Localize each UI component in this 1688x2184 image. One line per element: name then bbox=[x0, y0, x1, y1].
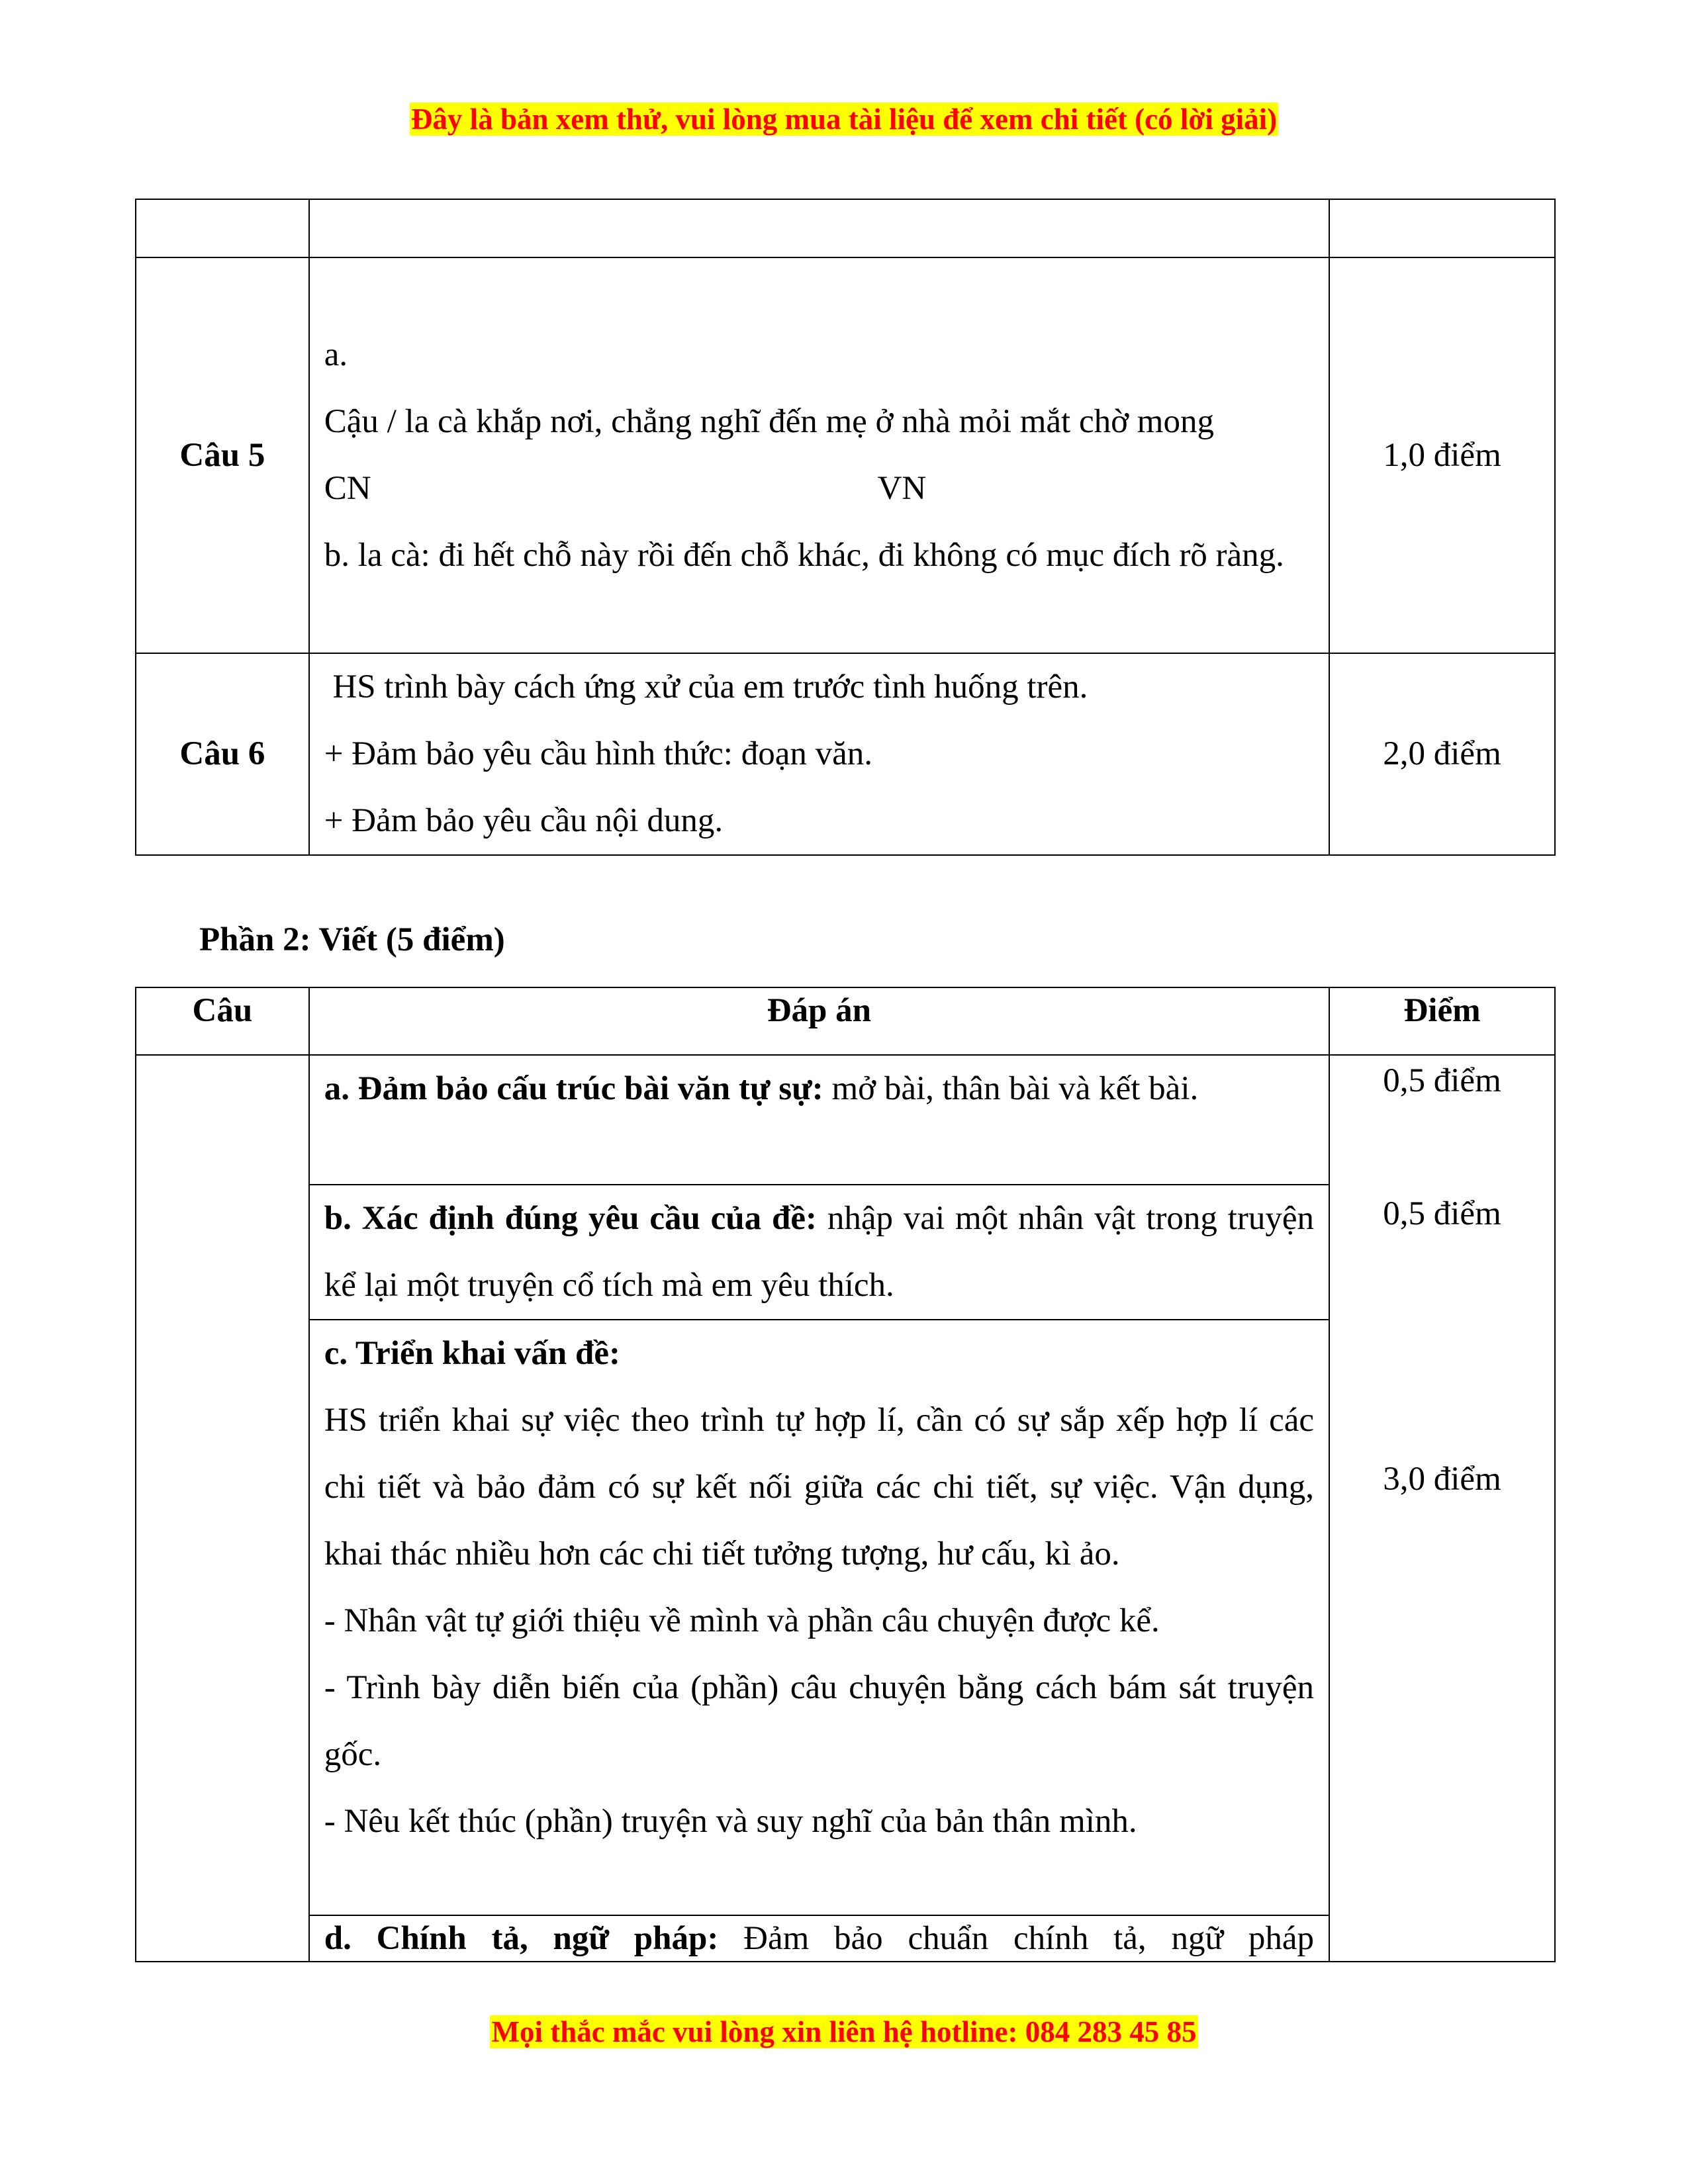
table-row-item-a bbox=[136, 1055, 1555, 1185]
preview-notice-banner: Đây là bản xem thử, vui lòng mua tài liệu để xem chi tiết (có lời giải) bbox=[410, 103, 1278, 136]
score-item-a: 0,5 điểm bbox=[1383, 1062, 1501, 1099]
table-row-cau-6 bbox=[136, 653, 1555, 855]
answer-cell bbox=[309, 653, 1329, 855]
answer-line: a. bbox=[324, 336, 348, 373]
criterion-title: d. Chính tả, ngữ pháp: bbox=[324, 1920, 719, 1957]
criterion-text: Đảm bảo chuẩn chính tả, ngữ pháp bbox=[718, 1920, 1315, 1957]
score-cell: 2,0 điểm bbox=[1329, 653, 1555, 855]
criterion-paragraph: - Nhân vật tự giới thiệu về mình và phần câu chuyện được kể. bbox=[324, 1602, 1160, 1639]
column-header: Câu bbox=[136, 987, 309, 1055]
criterion-paragraph: HS triển khai sự việc theo trình tự hợp lí, cần có sự sắp xếp hợp lí các chi tiết và bảo đảm có sự kết nối giữa các chi tiết, sự việc. Vận dụng, khai thác nhiều hơn các chi tiết tưởng tượng, hư cấu, kì ảo. bbox=[324, 1402, 1315, 1572]
truncated-line bbox=[324, 1916, 1314, 1961]
score-item-b: 0,5 điểm bbox=[1383, 1195, 1501, 1232]
question-cell bbox=[136, 1055, 309, 1962]
answer-line: HS trình bày cách ứng xử của em trước tình huống trên. bbox=[324, 668, 1088, 705]
criterion-title: c. Triển khai vấn đề: bbox=[324, 1335, 620, 1372]
criterion-paragraph: - Nêu kết thúc (phần) truyện và suy nghĩ của bản thân mình. bbox=[324, 1803, 1137, 1840]
answer-line: + Đảm bảo yêu cầu hình thức: đoạn văn. bbox=[324, 735, 872, 772]
part1-answer-table bbox=[135, 199, 1556, 856]
answer-cell bbox=[309, 1185, 1329, 1320]
subject-predicate-labels bbox=[324, 455, 1314, 522]
column-header: Điểm bbox=[1329, 987, 1555, 1055]
criterion-text: mở bài, thân bài và kết bài. bbox=[823, 1070, 1199, 1107]
subject-label: CN bbox=[324, 470, 371, 507]
answer-line: b. la cà: đi hết chỗ này rồi đến chỗ khác, đi không có mục đích rõ ràng. bbox=[324, 537, 1284, 574]
criterion-title: b. Xác định đúng yêu cầu của đề: bbox=[324, 1200, 817, 1237]
answer-line: Cậu / la cà khắp nơi, chẳng nghĩ đến mẹ ở nhà mỏi mắt chờ mong bbox=[324, 403, 1214, 440]
criterion-title: a. Đảm bảo cấu trúc bài văn tự sự: bbox=[324, 1070, 823, 1107]
score-item-c: 3,0 điểm bbox=[1383, 1461, 1501, 1498]
answer-cell bbox=[309, 1320, 1329, 1915]
criterion-paragraph: - Trình bày diễn biến của (phần) câu chuyện bằng cách bám sát truyện gốc. bbox=[324, 1669, 1315, 1773]
score-column bbox=[1329, 1055, 1555, 1962]
question-label: Câu 5 bbox=[136, 257, 309, 653]
answer-line: + Đảm bảo yêu cầu nội dung. bbox=[324, 802, 724, 839]
table-header-row bbox=[136, 987, 1555, 1055]
criterion-text: nhập vai một nhân vật trong truyện kể lại một truyện cổ tích mà em yêu thích. bbox=[324, 1200, 1315, 1304]
predicate-label: VN bbox=[877, 470, 927, 507]
score-cell: 1,0 điểm bbox=[1329, 257, 1555, 653]
question-label: Câu 6 bbox=[136, 653, 309, 855]
answer-cell bbox=[309, 1915, 1329, 1962]
column-header: Đáp án bbox=[309, 987, 1329, 1055]
table-row-empty bbox=[136, 199, 1555, 257]
answer-cell bbox=[309, 1055, 1329, 1185]
table-row-cau-5 bbox=[136, 257, 1555, 653]
part2-answer-table bbox=[135, 987, 1556, 1962]
answer-cell bbox=[309, 257, 1329, 653]
hotline-banner: Mọi thắc mắc vui lòng xin liên hệ hotline: 084 283 45 85 bbox=[491, 2015, 1197, 2048]
section-title: Phần 2: Viết (5 điểm) bbox=[199, 921, 505, 958]
